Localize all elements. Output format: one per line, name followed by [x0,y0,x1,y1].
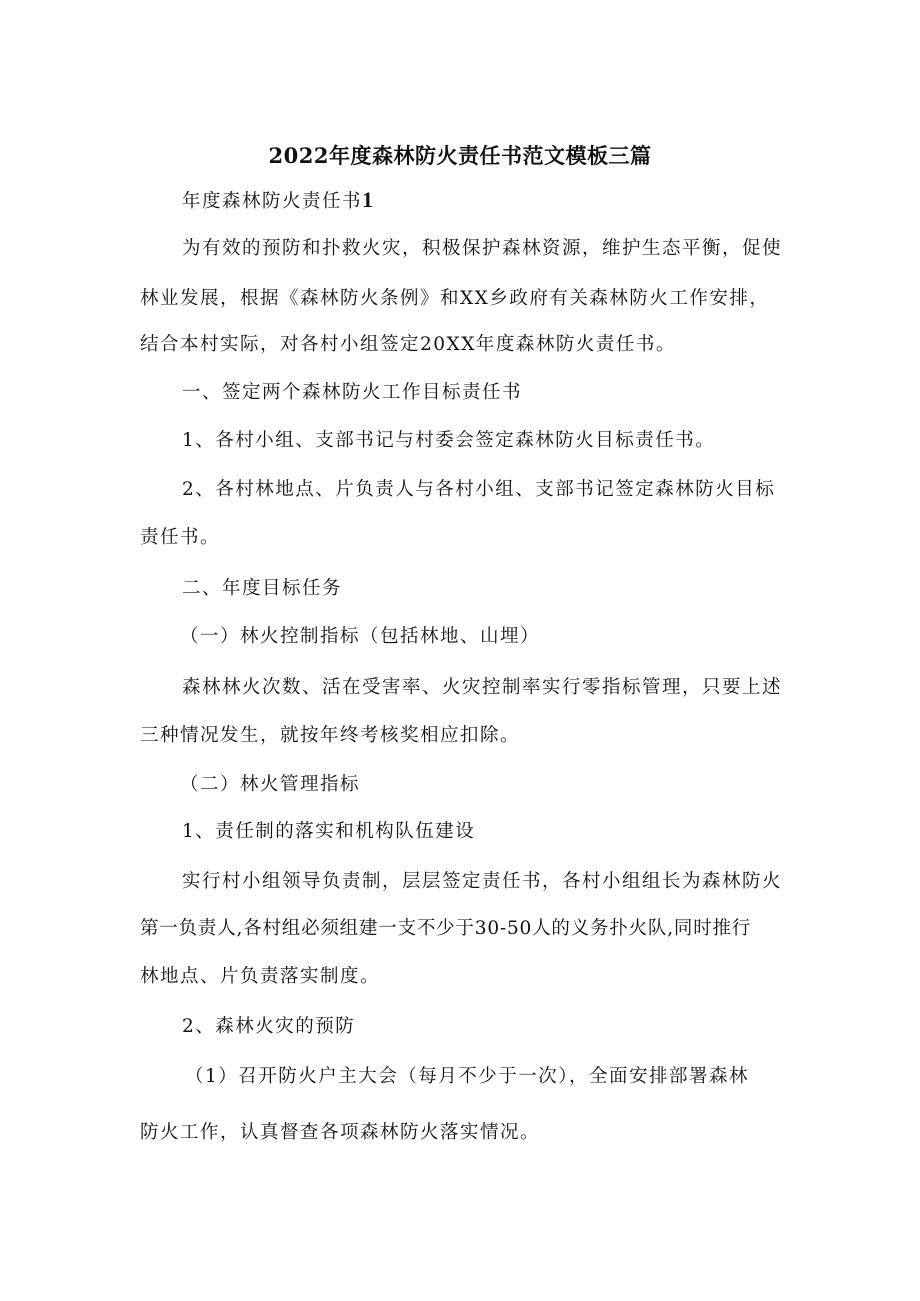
section-item: 1、责任制的落实和机构队伍建设 [182,821,476,842]
paragraph-line: （1）召开防火户主大会（每月不少于一次），全面安排部署森林 [185,1066,750,1087]
subsection-item: （一）林火控制指标（包括林地、山埋） [180,626,541,647]
paragraph-line: 森林林火次数、活在受害率、火灾控制率实行零指标管理，只要上述 [182,677,783,698]
paragraph-line: 为有效的预防和扑救火灾，积极保护森林资源，维护生态平衡，促使 [182,238,783,259]
paragraph-line: 结合本村实际，对各村小组签定20XX年度森林防火责任书。 [140,334,676,355]
section-item: 1、各村小组、支部书记与村委会签定森林防火目标责任书。 [182,430,716,451]
document-title: 2022年度森林防火责任书范文模板三篇 [268,143,652,168]
paragraph-line: 防火工作，认真督查各项森林防火落实情况。 [140,1122,541,1143]
section-heading-text: 年度森林防火责任书 [182,191,363,212]
section-item: 2、各村林地点、片负责人与各村小组、支部书记签定森林防火目标 [182,479,776,500]
paragraph-line: 实行村小组领导负责制，层层签定责任书，各村小组组长为森林防火 [182,871,783,892]
section-heading-number: 1 [362,187,375,212]
paragraph-line: 林地点、片负责落实制度。 [140,966,381,987]
section-heading-1 [182,185,782,217]
section-item: 二、年度目标任务 [182,578,343,599]
paragraph-line: 责任书。 [140,527,221,548]
paragraph-line: 第一负责人,各村组必须组建一支不少于30-50人的义务扑火队,同时推行 [140,918,752,939]
paragraph-line: 林业发展，根据《森林防火条例》和XX乡政府有关森林防火工作安排， [140,288,770,309]
section-item: 一、签定两个森林防火工作目标责任书 [182,382,523,403]
section-item: 2、森林火灾的预防 [182,1016,356,1037]
subsection-item: （二）林火管理指标 [180,774,361,795]
paragraph-line: 三种情况发生，就按年终考核奖相应扣除。 [140,725,521,746]
